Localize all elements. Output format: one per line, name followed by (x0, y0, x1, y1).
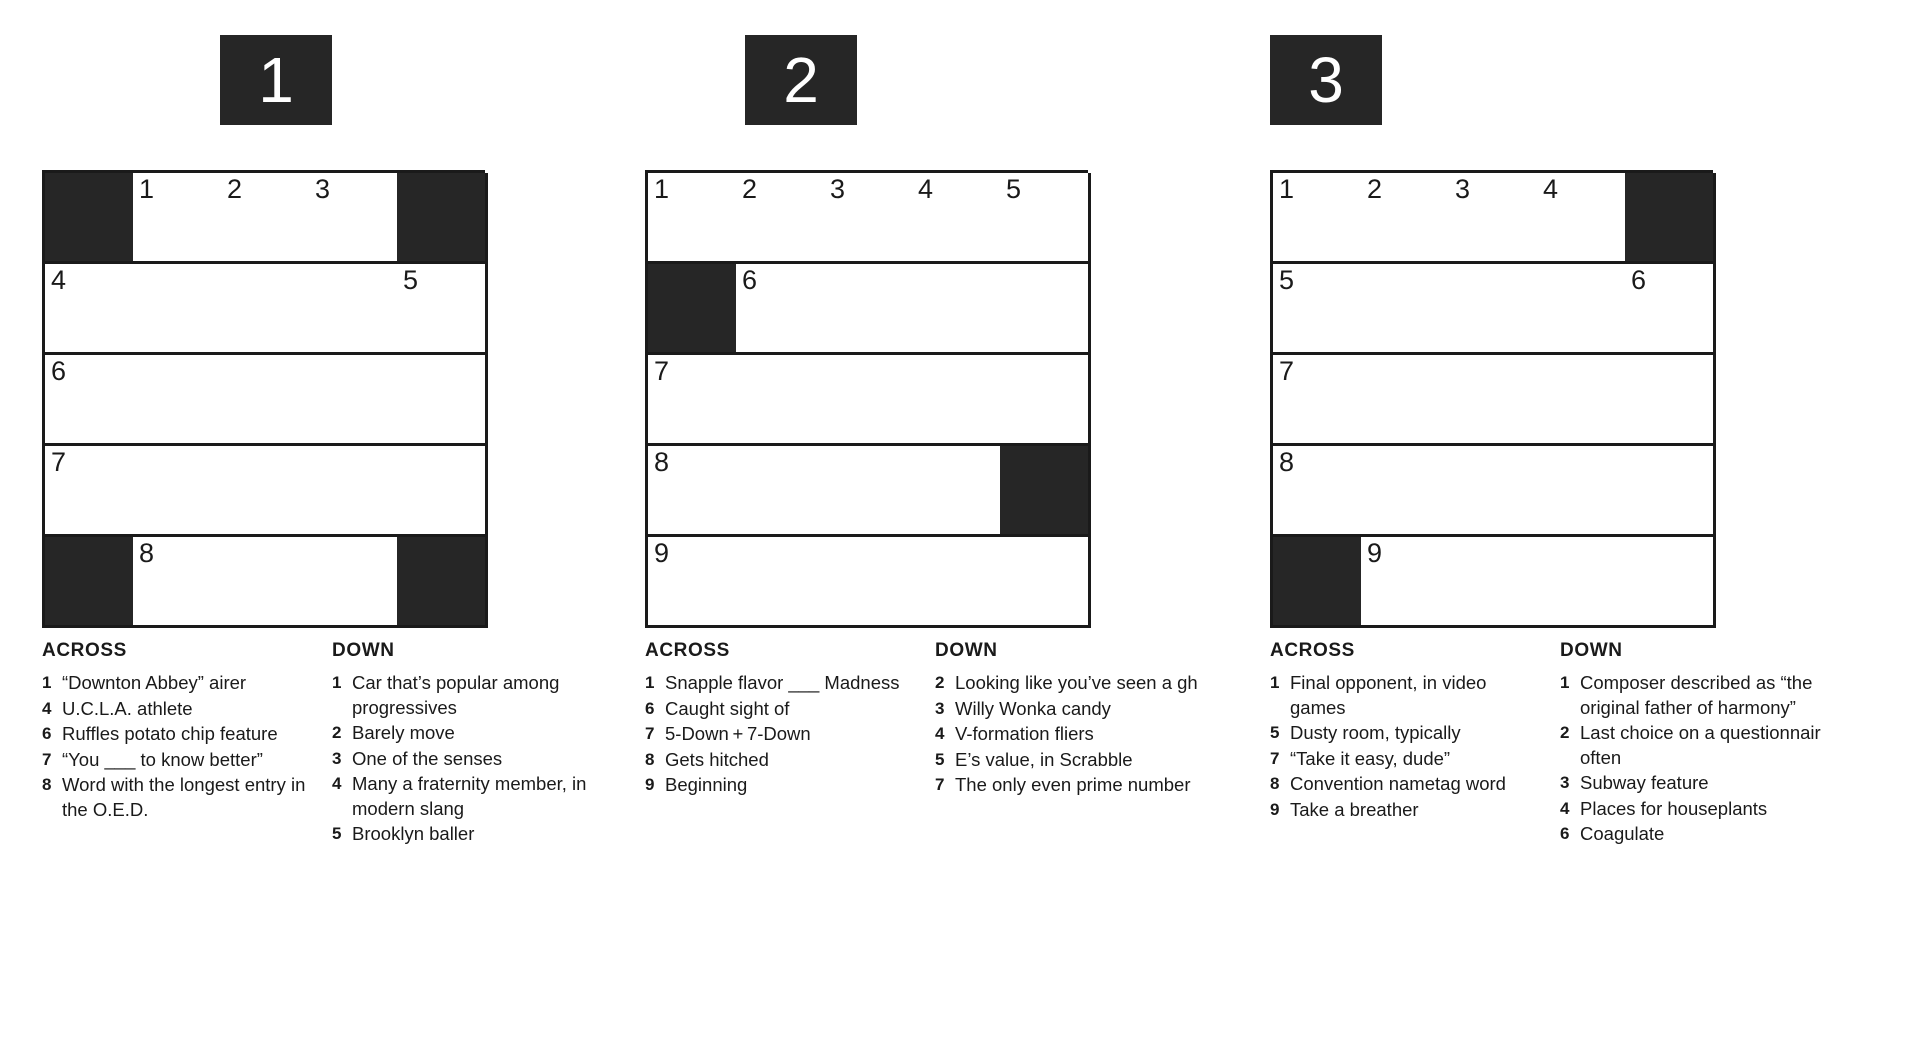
cell-number: 2 (1367, 174, 1383, 204)
cell-number: 2 (742, 174, 758, 204)
puzzle-number-badge-1: 1 (220, 35, 332, 125)
grid-cell[interactable] (397, 355, 488, 446)
clue-list (935, 671, 1235, 798)
grid-cell[interactable] (1361, 264, 1452, 355)
grid-cell[interactable] (1537, 446, 1628, 537)
cell-number: 5 (1006, 174, 1022, 204)
grid-cell[interactable] (736, 446, 827, 537)
grid-cell[interactable] (221, 537, 312, 628)
cell-number: 7 (654, 356, 670, 386)
clue-text: “You ___ to know better” (62, 748, 263, 770)
clue-list (1270, 671, 1542, 822)
cell-number: 8 (654, 447, 670, 477)
clue-text: Caught sight of (665, 697, 790, 719)
cell-number: 9 (654, 538, 670, 568)
grid-cell[interactable] (912, 446, 1003, 537)
down-heading: DOWN (1560, 640, 1623, 661)
cell-number: 6 (1631, 265, 1647, 295)
clue-text: Looking like you’ve seen a gh (955, 672, 1198, 693)
clue-number: 7 (1270, 748, 1280, 768)
clue-item[interactable] (1270, 721, 1542, 746)
clue-number: 8 (645, 749, 655, 769)
down-clues-2 (935, 640, 1235, 799)
across-clues-1 (42, 640, 314, 848)
clue-text: Ruffles potato chip feature (62, 723, 278, 744)
grid-cell[interactable] (1449, 446, 1540, 537)
clue-item[interactable] (42, 722, 314, 747)
grid-cell[interactable] (1625, 537, 1716, 628)
clue-number: 1 (645, 673, 655, 692)
grid-cell[interactable] (824, 173, 915, 264)
grid-cell[interactable] (648, 173, 739, 264)
clues-section-1 (42, 640, 632, 848)
grid-cell[interactable] (1625, 264, 1716, 355)
puzzle-number-badge-3: 3 (1270, 35, 1382, 125)
crossword-grid-1[interactable] (42, 170, 485, 628)
clue-number: 2 (1560, 723, 1570, 742)
cell-number: 9 (1367, 538, 1383, 568)
clue-number: 4 (935, 724, 945, 743)
across-clues-2 (645, 640, 917, 799)
grid-cell[interactable] (45, 537, 136, 628)
clue-number: 6 (1560, 824, 1570, 843)
clue-item[interactable] (332, 721, 604, 746)
clue-list (332, 671, 604, 847)
grid-cell[interactable] (1625, 446, 1716, 537)
clue-text: The only even prime number (955, 774, 1191, 795)
puzzle-number-badge-2: 2 (745, 35, 857, 125)
grid-cell[interactable] (648, 264, 739, 355)
clue-number: 6 (42, 724, 52, 743)
grid-cell[interactable] (1537, 355, 1628, 446)
clue-list (1560, 671, 1860, 847)
across-heading: ACROSS (1270, 640, 1355, 661)
clue-text: “Take it easy, dude” (1290, 747, 1451, 769)
grid-cell[interactable] (736, 355, 827, 446)
clue-text: Snapple flavor ___ Madness (665, 672, 900, 693)
clue-number: 5 (332, 824, 342, 843)
clue-number: 1 (1560, 673, 1570, 692)
clue-item[interactable] (935, 671, 1235, 696)
grid-cell[interactable] (1000, 537, 1091, 628)
clue-number: 1 (1270, 673, 1280, 692)
clue-item[interactable] (332, 822, 604, 847)
clue-item[interactable] (1560, 822, 1860, 847)
clue-item[interactable] (332, 747, 604, 772)
clue-item[interactable] (645, 748, 917, 773)
clues-section-3 (1270, 640, 1860, 848)
clue-list (645, 671, 917, 798)
across-heading: ACROSS (645, 640, 730, 661)
grid-cell[interactable] (824, 264, 915, 355)
clues-section-2 (645, 640, 1235, 799)
down-clues-3 (1560, 640, 1860, 848)
clue-text: Places for houseplants (1580, 797, 1768, 819)
grid-cell[interactable] (1273, 264, 1364, 355)
clue-text: Convention nametag word (1290, 773, 1506, 794)
grid-cell[interactable] (221, 173, 312, 264)
clue-text: Gets hitched (665, 748, 769, 770)
grid-cell[interactable] (221, 446, 312, 537)
grid-cell[interactable] (648, 537, 739, 628)
cell-number: 5 (1279, 265, 1295, 295)
grid-cell[interactable] (824, 537, 915, 628)
clue-number: 4 (1560, 798, 1570, 818)
grid-cell[interactable] (1273, 446, 1364, 537)
cell-number: 1 (654, 174, 670, 204)
clue-item[interactable] (332, 772, 604, 821)
clue-item[interactable] (935, 722, 1235, 747)
clue-item[interactable] (1270, 747, 1542, 772)
puzzle-3 (1270, 0, 1890, 1061)
grid-cell[interactable] (736, 537, 827, 628)
grid-cell[interactable] (397, 264, 488, 355)
crossword-grid-3[interactable] (1270, 170, 1713, 628)
clue-text: Barely move (352, 722, 455, 743)
grid-cell[interactable] (397, 446, 488, 537)
grid-cell[interactable] (133, 355, 224, 446)
clue-item[interactable] (1560, 771, 1860, 796)
clue-text: Final opponent, in video games (1290, 672, 1487, 718)
grid-cell[interactable] (133, 537, 224, 628)
down-heading: DOWN (935, 640, 998, 661)
grid-cell[interactable] (1449, 264, 1540, 355)
clue-item[interactable] (645, 773, 917, 798)
clue-item[interactable] (935, 697, 1235, 722)
grid-cell[interactable] (1273, 355, 1364, 446)
cell-number: 6 (742, 265, 758, 295)
crossword-grid-2[interactable] (645, 170, 1088, 628)
grid-cell[interactable] (648, 446, 739, 537)
grid-cell[interactable] (45, 264, 136, 355)
clue-text: E’s value, in Scrabble (955, 748, 1133, 770)
grid-cell[interactable] (221, 264, 312, 355)
cell-number: 3 (315, 174, 331, 204)
clue-item[interactable] (42, 748, 314, 773)
grid-cell[interactable] (133, 173, 224, 264)
clue-number: 3 (935, 698, 945, 718)
grid-cell[interactable] (1537, 537, 1628, 628)
grid-cell[interactable] (648, 355, 739, 446)
cell-number: 7 (1279, 356, 1295, 386)
clue-item[interactable] (935, 773, 1235, 798)
clue-text: Take a breather (1290, 798, 1419, 820)
clue-text: Coagulate (1580, 823, 1665, 844)
clue-item[interactable] (645, 722, 917, 747)
grid-cell[interactable] (1625, 173, 1716, 264)
across-heading: ACROSS (42, 640, 127, 661)
clue-item[interactable] (1560, 721, 1860, 770)
cell-number: 5 (403, 265, 419, 295)
clue-text: “Downton Abbey” airer (62, 672, 247, 693)
clue-item[interactable] (1560, 797, 1860, 822)
down-heading: DOWN (332, 640, 395, 661)
grid-cell[interactable] (1361, 173, 1452, 264)
grid-cell[interactable] (309, 537, 400, 628)
clue-item[interactable] (42, 697, 314, 722)
clue-number: 9 (645, 775, 655, 794)
cell-number: 1 (139, 174, 155, 204)
clue-number: 7 (42, 749, 52, 769)
grid-cell[interactable] (1449, 537, 1540, 628)
clue-item[interactable] (935, 748, 1235, 773)
clue-number: 1 (332, 673, 342, 692)
clue-number: 3 (332, 748, 342, 768)
grid-cell[interactable] (1361, 355, 1452, 446)
grid-cell[interactable] (45, 446, 136, 537)
clue-number: 5 (935, 749, 945, 769)
grid-cell[interactable] (736, 264, 827, 355)
clue-number: 7 (645, 724, 655, 743)
clue-text: One of the senses (352, 747, 503, 769)
clue-text: Car that’s popular among progressives (352, 672, 560, 718)
grid-cell[interactable] (1273, 537, 1364, 628)
clue-number: 2 (332, 723, 342, 742)
grid-cell[interactable] (221, 355, 312, 446)
cell-number: 6 (51, 356, 67, 386)
grid-cell[interactable] (1000, 173, 1091, 264)
grid-cell[interactable] (397, 537, 488, 628)
clue-number: 9 (1270, 799, 1280, 819)
clue-number: 4 (332, 774, 342, 793)
cell-number: 8 (1279, 447, 1295, 477)
cell-number: 4 (918, 174, 934, 204)
grid-cell[interactable] (1000, 264, 1091, 355)
grid-cell[interactable] (912, 264, 1003, 355)
clue-item[interactable] (1270, 798, 1542, 823)
clue-text: Dusty room, typically (1290, 722, 1461, 743)
grid-cell[interactable] (1449, 355, 1540, 446)
grid-cell[interactable] (912, 537, 1003, 628)
grid-cell[interactable] (1361, 537, 1452, 628)
grid-cell[interactable] (1000, 446, 1091, 537)
clue-text: Subway feature (1580, 772, 1709, 793)
grid-cell[interactable] (912, 173, 1003, 264)
clue-text: Word with the longest entry in the O.E.D. (62, 774, 306, 820)
grid-cell[interactable] (309, 264, 400, 355)
clue-text: Willy Wonka candy (955, 697, 1111, 719)
grid-cell[interactable] (824, 355, 915, 446)
clue-text: U.C.L.A. athlete (62, 697, 193, 719)
clue-item[interactable] (332, 671, 604, 720)
clue-list (42, 671, 314, 822)
across-clues-3 (1270, 640, 1542, 848)
clue-number: 8 (1270, 774, 1280, 793)
cell-number: 3 (1455, 174, 1471, 204)
grid-cell[interactable] (1000, 355, 1091, 446)
cell-number: 7 (51, 447, 67, 477)
grid-cell[interactable] (309, 355, 400, 446)
cell-number: 4 (51, 265, 67, 295)
grid-cell[interactable] (736, 173, 827, 264)
clue-number: 3 (1560, 773, 1570, 792)
grid-cell[interactable] (1537, 173, 1628, 264)
clue-number: 7 (935, 775, 945, 794)
grid-cell[interactable] (1449, 173, 1540, 264)
clue-item[interactable] (42, 671, 314, 696)
clue-text: V-formation fliers (955, 723, 1094, 744)
cell-number: 8 (139, 538, 155, 568)
clue-item[interactable] (1560, 671, 1860, 720)
cell-number: 3 (830, 174, 846, 204)
clue-item[interactable] (1270, 772, 1542, 797)
cell-number: 1 (1279, 174, 1295, 204)
grid-cell[interactable] (45, 173, 136, 264)
grid-cell[interactable] (1361, 446, 1452, 537)
cell-number: 2 (227, 174, 243, 204)
cell-number: 4 (1543, 174, 1559, 204)
grid-cell[interactable] (1625, 355, 1716, 446)
clue-number: 5 (1270, 723, 1280, 742)
clue-number: 6 (645, 698, 655, 718)
grid-cell[interactable] (824, 446, 915, 537)
puzzle-1 (20, 0, 640, 1061)
clue-text: Many a fraternity member, in modern slang (352, 773, 587, 819)
clue-text: Composer described as “the original father of harmony” (1580, 672, 1813, 718)
clue-item[interactable] (645, 697, 917, 722)
clue-item[interactable] (42, 773, 314, 822)
grid-cell[interactable] (309, 173, 400, 264)
grid-cell[interactable] (133, 446, 224, 537)
clue-number: 1 (42, 673, 52, 692)
grid-cell[interactable] (45, 355, 136, 446)
clue-text: Last choice on a questionnair often (1580, 722, 1821, 768)
grid-cell[interactable] (397, 173, 488, 264)
clue-text: Beginning (665, 774, 748, 795)
grid-cell[interactable] (133, 264, 224, 355)
clue-item[interactable] (645, 671, 917, 696)
down-clues-1 (332, 640, 604, 848)
clue-number: 2 (935, 673, 945, 692)
grid-cell[interactable] (1537, 264, 1628, 355)
clue-text: 5-Down + 7-Down (665, 723, 811, 744)
grid-cell[interactable] (1273, 173, 1364, 264)
clue-item[interactable] (1270, 671, 1542, 720)
puzzle-2 (645, 0, 1265, 1061)
clue-number: 4 (42, 698, 52, 718)
clue-number: 8 (42, 775, 52, 794)
grid-cell[interactable] (309, 446, 400, 537)
grid-cell[interactable] (912, 355, 1003, 446)
clue-text: Brooklyn baller (352, 823, 475, 844)
